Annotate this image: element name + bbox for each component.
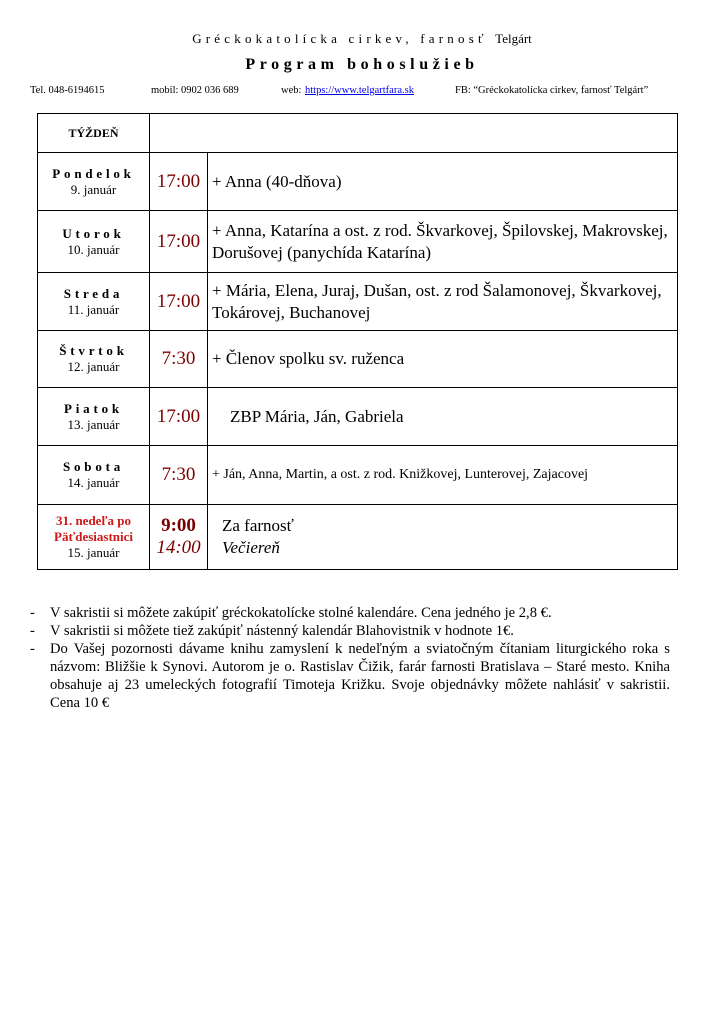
day-name: Sobota (62, 459, 125, 474)
parish-name: Gréckokatolícka cirkev, farnosť (192, 31, 488, 46)
day-date: 15. január (67, 545, 120, 560)
week-header (38, 114, 150, 153)
day-name: Piatok (64, 400, 123, 416)
parish-place: Telgárt (495, 31, 532, 46)
parish-header (0, 31, 724, 47)
service-times (150, 505, 208, 570)
service-intention: + Mária, Elena, Juraj, Dušan, ost. z rod Šalamonovej, Škvarkovej, Tokárovej, Buchanovej (208, 273, 678, 331)
day-cell (38, 331, 150, 388)
service-intention: + Členov spolku sv. ruženca (208, 331, 678, 388)
bullet-dash: - (30, 641, 35, 657)
week-header-blank (150, 114, 678, 153)
service-time-1: 9:00 (161, 515, 196, 536)
table-row (38, 273, 678, 331)
list-item (30, 604, 670, 622)
day-cell (38, 388, 150, 446)
service-intention-2: Večiereň (222, 538, 280, 557)
table-row (38, 153, 678, 211)
service-time-2: 14:00 (156, 537, 201, 558)
day-date: 14. január (67, 475, 120, 490)
table-row-sunday (38, 505, 678, 570)
day-date: 13. január (67, 416, 120, 432)
service-intentions (208, 505, 678, 570)
day-cell (38, 505, 150, 570)
announcements (30, 604, 670, 712)
feast-name-line1: 31. nedeľa po (55, 513, 132, 528)
service-intention: + Anna, Katarína a ost. z rod. Škvarkovej, Špilovskej, Makrovskej, Dorušovej (panychída Katarína) (208, 211, 678, 273)
feast-name-line2: Päťdesiastnici (54, 529, 133, 544)
day-name: Pondelok (52, 165, 135, 181)
table-row (38, 211, 678, 273)
bullet-dash: - (30, 623, 35, 639)
phone-number: Tel. 048-6194615 (30, 85, 105, 96)
week-label: TÝŽDEŇ (68, 126, 119, 140)
table-row (38, 331, 678, 388)
day-date: 11. január (67, 301, 120, 317)
day-cell (38, 211, 150, 273)
facebook-label: FB: “Gréckokatolícka cirkev, farnosť Telgárt” (455, 85, 649, 96)
service-intention-1: Za farnosť (222, 516, 294, 535)
note-text: Do Vašej pozornosti dávame knihu zamyslení k nedeľným a sviatočným čítaniam liturgického roka s názvom: Bližšie k Synovi. Autorom je o. Rastislav Čižik, farár farnosti Bratislava – Staré mesto. Kniha obsahuje aj 23 umeleckých fotografií Timoteja Križku. Svoje objednávky môžete nahlásiť v sakristii. Cena 10 € (50, 641, 670, 711)
day-date: 9. január (70, 181, 117, 197)
service-intention: + Anna (40-dňova) (208, 153, 678, 211)
service-time: 7:30 (150, 331, 208, 388)
day-date: 10. január (67, 241, 120, 257)
list-item (30, 622, 670, 640)
day-cell (38, 273, 150, 331)
day-name: Štvrtok (59, 343, 128, 358)
day-cell (38, 153, 150, 211)
service-time: 17:00 (150, 153, 208, 211)
web-label: web: (281, 85, 302, 96)
note-text: V sakristii si môžete tiež zakúpiť nástenný kalendár Blahovistnik v hodnote 1€. (50, 623, 514, 639)
table-row (38, 446, 678, 505)
day-name: Streda (63, 285, 124, 301)
website-link[interactable]: https://www.telgartfara.sk (305, 85, 414, 96)
note-text: V sakristii si môžete zakúpiť gréckokatolícke stolné kalendáre. Cena jedného je 2,8 €. (50, 605, 552, 621)
page-title: Program bohoslužieb (245, 56, 479, 73)
list-item (30, 640, 670, 712)
service-time: 17:00 (150, 388, 208, 446)
table-header-row (38, 114, 678, 153)
service-time: 17:00 (150, 211, 208, 273)
service-time: 17:00 (150, 273, 208, 331)
service-intention: + Ján, Anna, Martin, a ost. z rod. Knižkovej, Lunterovej, Zajacovej (208, 446, 678, 505)
day-date: 12. január (67, 359, 120, 374)
mobile-number: mobil: 0902 036 689 (151, 85, 239, 96)
service-time: 7:30 (150, 446, 208, 505)
bullet-dash: - (30, 605, 35, 621)
schedule-table (37, 113, 678, 570)
day-name: Utorok (62, 225, 125, 241)
day-cell (38, 446, 150, 505)
table-row (38, 388, 678, 446)
service-intention: ZBP Mária, Ján, Gabriela (208, 388, 678, 446)
